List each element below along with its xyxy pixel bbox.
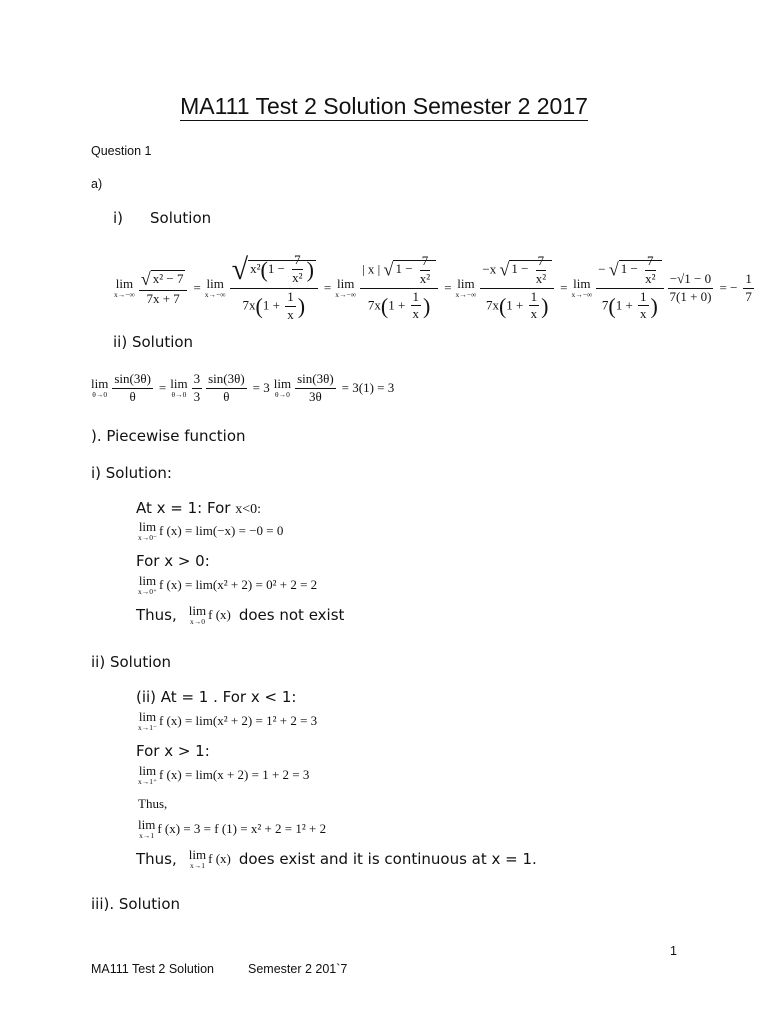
limit-equation-2: lim θ→0 $\frac{\sin(3\theta)}{\theta}$ = lim θ→0 $\frac{3}{3}$ $\frac{\sin(3\theta)}{\theta}$ = 3 lim θ→0 $\frac{\sin(3\theta)}{3\theta}$ = 3(1) = 3 (91, 370, 395, 404)
for-x-gt-1: For x > 1: (136, 742, 210, 760)
thus-does-exist: Thus, lim x→1 f (x) does exist and it is continuous at x = 1. (136, 847, 537, 870)
ii-at-line: (ii) At = 1 . For x < 1: (136, 688, 297, 706)
part-a-label: a) (91, 177, 103, 191)
page-number: 1 (670, 944, 677, 958)
piecewise-limit-5: lim x→1 f (x) = 3 = f (1) = x² + 2 = 1² + 2 (138, 817, 327, 840)
footer-right: Semester 2 201`7 (248, 962, 348, 976)
lim-op: lim x→−∞ (114, 276, 135, 300)
footer-left: MA111 Test 2 Solution (91, 962, 214, 976)
question-label: Question 1 (91, 144, 152, 158)
limit-equation-1: lim x→−∞ $\frac{\text{√ x² − 7}}{7x + 7}$ = lim x→−∞ √ x²(1 − $\frac{7}{\text{x²}}$ ) 7x(1 + $\frac{1}{x}$ ) = lim x→−∞ | x | √ 1 − $\frac{7}{\text{x²}}$ 7x(1 + $\frac{1}{x}$ ) = lim x→−∞ −x √ 1 − $\frac{7}{\text{x²}}$ 7x(1 + $\frac{1}{x}$ ) = lim x→−∞ − √ 1 − $\frac{7}{\text{x²}}$ 7(1 + $\frac{1}{x}$ ) $\frac{-√1 - 0}{7(1 + 0)}$ = − $\frac{1}{7}$ (114, 252, 752, 323)
for-x-gt-0: For x > 0: (136, 552, 210, 570)
piecewise-i-solution: i) Solution: (91, 464, 172, 482)
thus-serif: Thus, (138, 796, 168, 811)
solution-i-heading: i) Solution (113, 209, 212, 227)
piecewise-heading: ). Piecewise function (91, 427, 246, 445)
piecewise-limit-1: lim x→0⁻ f (x) = lim(−x) = −0 = 0 (138, 519, 284, 542)
piecewise-ii-solution: ii) Solution (91, 653, 172, 671)
page-title: MA111 Test 2 Solution Semester 2 2017 (180, 93, 588, 119)
solution-ii-heading: ii) Solution (113, 333, 194, 351)
iii-solution: iii). Solution (91, 895, 180, 913)
piecewise-limit-2: lim x→0⁺ f (x) = lim(x² + 2) = 0² + 2 = 2 (138, 573, 318, 596)
thus-does-not-exist: Thus, lim x→0 f (x) does not exist (136, 603, 345, 626)
piecewise-limit-4: lim x→1⁺ f (x) = lim(x + 2) = 1 + 2 = 3 (138, 763, 310, 786)
piecewise-limit-3: lim x→1⁻ f (x) = lim(x² + 2) = 1² + 2 = 3 (138, 709, 318, 732)
at-x1-line: At x = 1: For x<0: (136, 499, 262, 517)
